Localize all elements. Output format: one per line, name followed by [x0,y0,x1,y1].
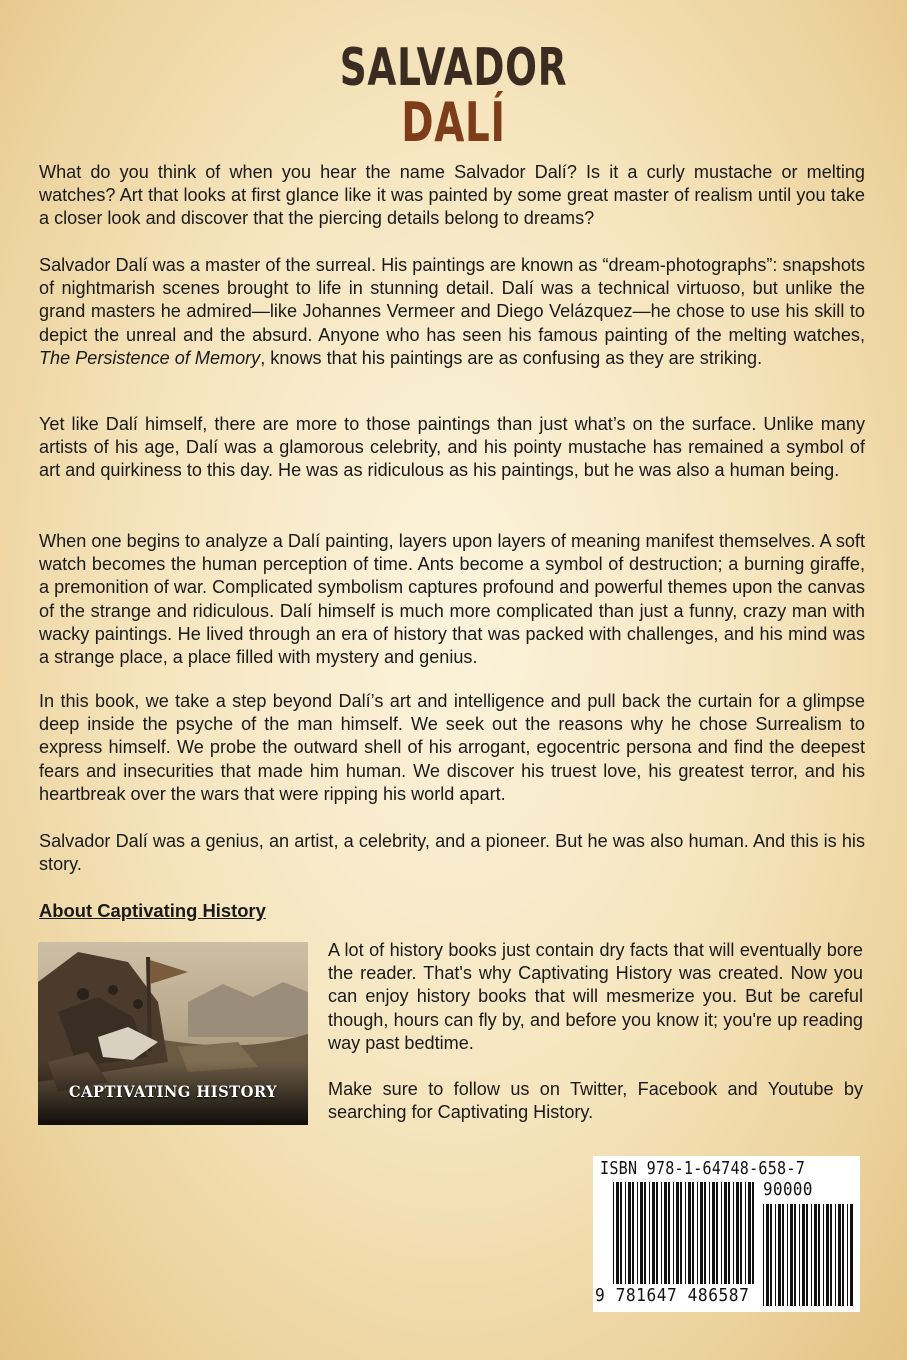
body-paragraph-4: When one begins to analyze a Dalí painting, layers upon layers of meaning manifest themselves. A soft watch becomes the human perception of time. Ants become a symbol of destruction; a burning giraffe, a premonition of war. Complicated symbolism captures profound and powerful themes upon the canvas of the strange and ridiculous. Dalí himself is much more complicated than just a funny, crazy man with wacky paintings. He lived through an era of history that was packed with challenges, and his mind was a strange place, a place filled with mystery and genius. [39,531,865,668]
body-paragraph-2 [39,254,865,370]
body-paragraph-5: In this book, we take a step beyond Dalí’s art and intelligence and pull back the curtain for a glimpse deep inside the psyche of the man himself. We seek out the reasons why he chose Surrealism to express himself. We probe the outward shell of his arrogant, egocentric persona and find the deepest fears and insecurities that made him human. We discover his truest love, his greatest terror, and his heartbreak over the wars that were ripping his world apart. [39,691,865,804]
body-paragraph-6: Salvador Dalí was a genius, an artist, a celebrity, and a pioneer. But he was also human. And this is his story. [39,831,865,875]
about-paragraph-1: A lot of history books just contain dry facts that will eventually bore the reader. That's why Captivating History was created. Now you can enjoy history books that will mesmerize you. But be careful though, hours can fly by, and before you know it; you're up reading way past bedtime. [328,940,863,1053]
about-heading: About Captivating History [39,900,266,921]
isbn-barcode [593,1156,860,1312]
title-line-1: SALVADOR [339,38,568,98]
painting-title: The Persistence of Memory [39,347,261,368]
body-paragraph-1: What do you think of when you hear the name Salvador Dalí? Is it a curly mustache or melting watches? Art that looks at first glance like it was painted by some great master of realism until you take a closer look and discover that the piercing details belong to dreams? [39,162,865,229]
title-line-2: DALÍ [401,91,506,154]
logo-text: CAPTIVATING HISTORY [68,1082,278,1101]
body-paragraph-2-text-b: , knows that his paintings are as confusing as they are striking. [260,347,763,368]
body-paragraph-3: Yet like Dalí himself, there are more to those paintings than just what’s on the surface. Unlike many artists of his age, Dalí was a glamorous celebrity, and his pointy mustache has remained a symbol of art and quirkiness to this day. He was as ridiculous as his paintings, but he was also a human being. [39,414,865,481]
captivating-history-logo [38,942,308,1125]
price-code: 90000 [763,1179,813,1200]
isbn-label: ISBN 978-1-64748-658-7 [600,1159,806,1179]
body-paragraph-2-text-a: Salvador Dalí was a master of the surreal. His paintings are known as “dream-photographs”: snapshots of nightmarish scenes brought to life in stunning detail. Dalí was a technical virtuoso, but unlike the grand masters he admired—like Johannes Vermeer and Diego Velázquez—he chose to use his skill to depict the unreal and the absurd. Anyone who has seen his famous painting of the melting watches, [39,255,865,345]
barcode-digits: 9 781647 486587 [595,1285,750,1306]
about-paragraph-2: Make sure to follow us on Twitter, Facebook and Youtube by searching for Captivating History. [328,1079,863,1123]
